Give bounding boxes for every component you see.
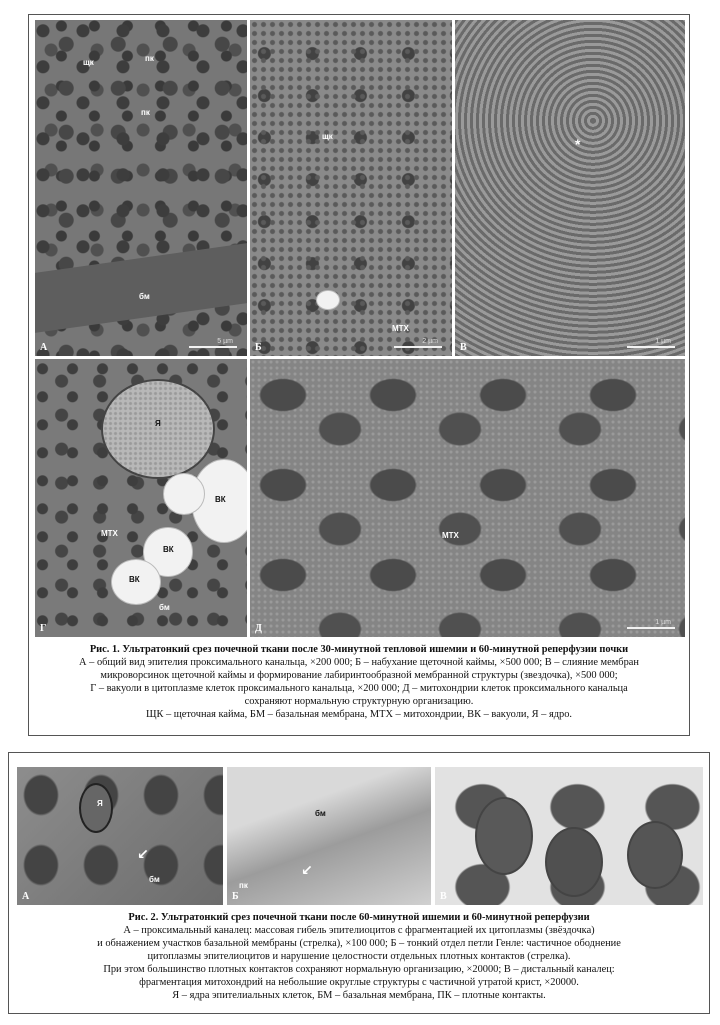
arrow-icon: ↙ (137, 847, 149, 863)
annotation-mtx: МТХ (442, 531, 459, 540)
caption-line: А – общий вид эпителия проксимального канальца, ×200 000; Б – набухание щеточной каймы, ×500 000; В – слияние мембран (79, 657, 639, 668)
scale-bar (627, 627, 675, 629)
figure-1 (28, 14, 690, 736)
panel-label: Г (40, 623, 47, 634)
scale-bar (394, 346, 442, 348)
scale-text: 1 µm (655, 619, 671, 626)
annotation-vk-1: ВК (215, 495, 226, 504)
caption-line: ЩК – щеточная кайма, БМ – базальная мембрана, МТХ – митохондрии, ВК – вакуоли, Я – ядро. (145, 709, 573, 720)
panel-label: Б (255, 342, 262, 353)
annotation-mtx: МТХ (101, 529, 118, 538)
vacuole-2 (163, 473, 205, 515)
figure-1-caption (29, 643, 689, 721)
panel-label: Д (255, 623, 262, 634)
fig2-panel-b (227, 767, 431, 905)
caption-line: Я – ядра эпителиальных клеток, БМ – базальная мембрана, ПК – плотные контакты. (172, 990, 546, 1001)
scale-text: 5 µm (217, 338, 233, 345)
annotation-shk: щк (322, 132, 333, 141)
fig2-panel-a (17, 767, 223, 905)
caption-line: и обнажением участков базальной мембраны (стрелка), ×100 000; Б – тонкий отдел петли Генле: частичное ободнение (97, 938, 621, 949)
fig1-panel-a (35, 20, 247, 356)
vacuole (316, 290, 340, 310)
fig1-panel-b (250, 20, 452, 356)
annotation-ya: Я (155, 419, 161, 428)
figure-2-caption (9, 911, 709, 1002)
figure-2 (8, 752, 710, 1014)
annotation-ya: Я (97, 799, 103, 808)
fig1-panel-v (455, 20, 685, 356)
annotation-bm: бм (159, 603, 170, 612)
annotation-bm: бм (149, 875, 160, 884)
fig1-panel-g (35, 359, 247, 637)
panel-label: А (22, 891, 30, 902)
asterisk-marker: * (575, 136, 581, 152)
annotation-vk-2: ВК (163, 545, 174, 554)
annotation-vk-3: ВК (129, 575, 140, 584)
caption-line: цитоплазмы эпителиоцитов и нарушение целостности отдельных плотных контактов (стрелка). (147, 951, 571, 962)
annotation-mtx: МТХ (392, 324, 409, 333)
scale-text: 1 µm (655, 338, 671, 345)
nucleus-1 (475, 797, 533, 875)
nucleus (101, 379, 215, 479)
panel-label: А (40, 342, 48, 353)
caption-line: Г – вакуоли в цитоплазме клеток проксимального канальца, ×200 000; Д – митохондрии клеток проксимального канальца (90, 683, 628, 694)
nucleus-2 (545, 827, 603, 897)
annotation-pk: пк (239, 881, 248, 890)
caption-line: При этом большинство плотных контактов сохраняют нормальную организацию, ×20000; В – дистальный каналец: (103, 964, 615, 975)
nucleus (79, 783, 113, 833)
caption-title: Рис. 1. Ультратонкий срез почечной ткани после 30-минутной тепловой ишемии и 60-минутной реперфузии почки (89, 644, 629, 655)
caption-line: фрагментация митохондрий на небольшие округлые структуры с частичной утратой крист, ×20000. (139, 977, 579, 988)
caption-title: Рис. 2. Ультратонкий срез почечной ткани после 60-минутной ишемии и 60-минутной реперфузии (128, 912, 590, 923)
fig1-panel-d (250, 359, 685, 637)
annotation-bm: бм (315, 809, 326, 818)
annotation-pk-2: пк (141, 108, 150, 117)
scale-text: 2 µm (422, 338, 438, 345)
fig2-panel-v (435, 767, 703, 905)
panel-label: Б (232, 891, 239, 902)
annotation-pk: пк (145, 54, 154, 63)
scale-bar (189, 346, 237, 348)
panel-label: В (440, 891, 447, 902)
nucleus-3 (627, 821, 683, 889)
caption-line: сохраняют нормальную структурную организацию. (244, 696, 474, 707)
basement-membrane-band (35, 243, 247, 333)
scale-bar (627, 346, 675, 348)
annotation-bm: бм (139, 292, 150, 301)
annotation-shk: щк (83, 58, 94, 67)
arrow-icon: ↙ (301, 863, 313, 879)
panel-label: В (460, 342, 467, 353)
caption-line: А – проксимальный каналец: массовая гибель эпителиоцитов с фрагментацией их цитоплазмы (звёздочка) (123, 925, 595, 936)
caption-line: микроворсинок щеточной каймы и формирование лабиринтообразной мембранной структуры (звездочка), ×500 000; (100, 670, 618, 681)
